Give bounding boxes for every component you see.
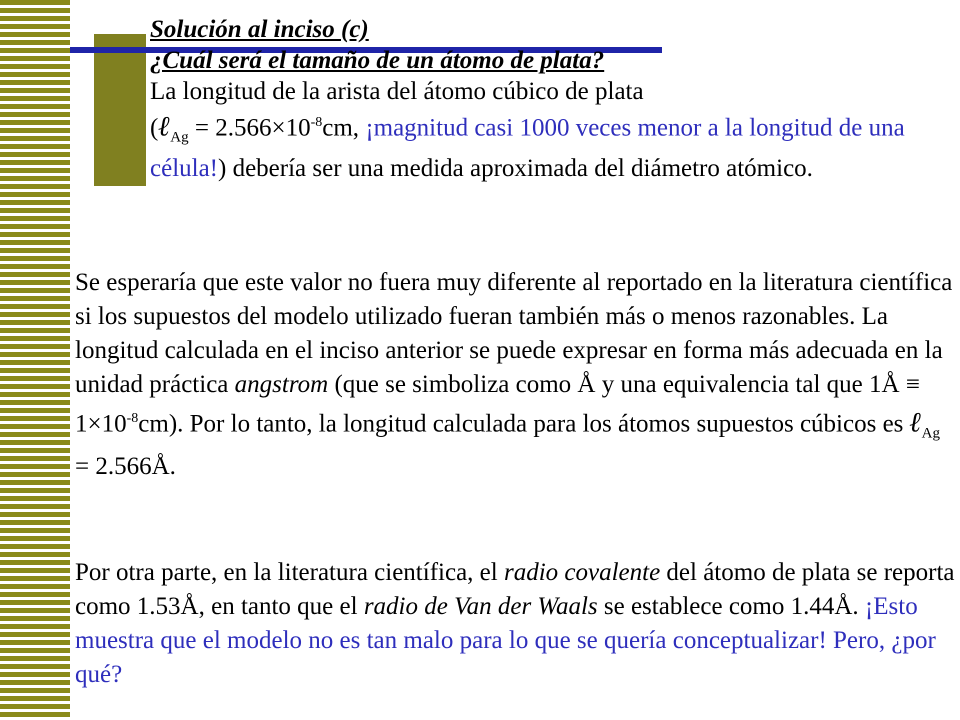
vdw-radius-term: radio de Van der Waals: [363, 593, 598, 620]
exponent: -8: [310, 115, 323, 130]
radius-paragraph: Por otra parte, en la literatura científica, el radio covalente del átomo de plata se reporta como 1.53Å, en tanto que el radio de Van der Waals se establece como 1.44Å. ¡Esto muestra que el modelo no es tan malo para lo que se quería conceptualizar! Pero, ¿por qué?: [75, 559, 955, 688]
decorative-stripes: [0, 0, 70, 720]
highlight-text: ¡Esto muestra que el modelo no es tan malo para lo que se quería conceptualizar! Pero, ¿por qué?: [75, 593, 936, 688]
intro-paragraph: La longitud de la arista del átomo cúbico de plata (ℓ$_{Ag}$ = $2.566\times 10^{-8}cm$, ¡magnitud casi 1000 veces menor a la longitud de una célula!) debería ser una medida aproximada del diámetro atómico.: [150, 78, 905, 183]
subscript-ag: Ag: [921, 425, 940, 442]
intro-block: [150, 14, 950, 184]
ell-symbol: ℓ: [909, 407, 922, 439]
exponent: -8: [126, 411, 139, 426]
angstrom-paragraph: Se esperaría que este valor no fuera muy diferente al reportado en la literatura científica si los supuestos del modelo utilizado fueran también más o menos razonables. La longitud calculada en el inciso anterior se puede expresar en forma más adecuada en la unidad práctica angstrom (que se simboliza como Å y una equivalencia tal que 1Å ≡ $1\times 10^{-8}cm$). Por lo tanto, la longitud calculada para los átomos supuestos cúbicos es ℓ$_{Ag}$ = 2.566Å.: [75, 269, 953, 481]
highlight-text: ¡magnitud casi 1000 veces menor a la longitud de una célula!: [150, 114, 905, 183]
heading-question: ¿Cuál será el tamaño de un átomo de plata?: [150, 47, 605, 74]
angstrom-term: angstrom: [234, 371, 329, 398]
heading-solution: Solución al inciso (c): [150, 16, 369, 43]
decorative-bar: [94, 34, 146, 186]
ell-symbol: ℓ: [158, 111, 171, 143]
covalent-radius-term: radio covalente: [503, 559, 661, 586]
subscript-ag: Ag: [170, 129, 189, 146]
